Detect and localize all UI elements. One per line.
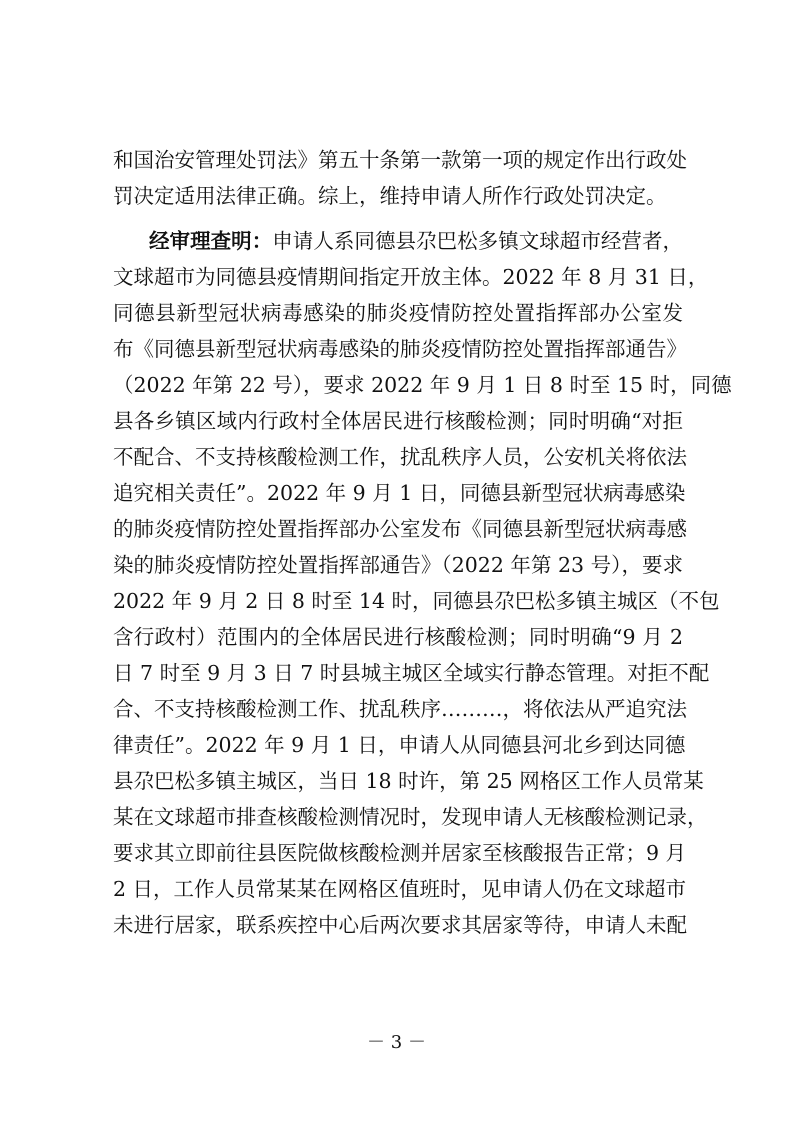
text-line: 布《同德县新型冠状病毒感染的肺炎疫情防控处置指挥部通告》 bbox=[113, 337, 687, 361]
text-line: 的肺炎疫情防控处置指挥部办公室发布《同德县新型冠状病毒感 bbox=[113, 517, 687, 541]
text-line: （2022 年第 22 号），要求 2022 年 9 月 1 日 8 时至 15 时，同德 bbox=[113, 373, 732, 397]
text-line: 不配合、不支持核酸检测工作，扰乱秩序人员，公安机关将依法 bbox=[113, 445, 687, 469]
text-line: 2 日，工作人员常某某在网格区值班时，见申请人仍在文球超市 bbox=[113, 877, 687, 901]
text-line: 未进行居家，联系疾控中心后两次要求其居家等待，申请人未配 bbox=[113, 913, 687, 937]
page-number: － 3 － bbox=[367, 1032, 426, 1053]
findings-lead: 经审理查明： bbox=[149, 229, 273, 253]
text-line: 县尕巴松多镇主城区，当日 18 时许，第 25 网格区工作人员常某 bbox=[113, 769, 704, 793]
text-line: 2022 年 9 月 2 日 8 时至 14 时，同德县尕巴松多镇主城区（不包 bbox=[113, 589, 720, 613]
findings-first-line-text: 申请人系同德县尕巴松多镇文球超市经营者， bbox=[272, 229, 684, 253]
text-line: 文球超市为同德县疫情期间指定开放主体。2022 年 8 月 31 日， bbox=[113, 265, 709, 289]
text-line: 含行政村）范围内的全体居民进行核酸检测；同时明确“9 月 2 bbox=[113, 625, 683, 649]
text-line: 要求其立即前往县医院做核酸检测并居家至核酸报告正常；9 月 bbox=[113, 841, 687, 865]
text-line: 同德县新型冠状病毒感染的肺炎疫情防控处置指挥部办公室发 bbox=[113, 301, 683, 325]
text-line: 罚决定适用法律正确。综上，维持申请人所作行政处罚决定。 bbox=[113, 184, 667, 208]
text-line: 某在文球超市排查核酸检测情况时，发现申请人无核酸检测记录， bbox=[113, 805, 708, 829]
text-line: 合、不支持核酸检测工作、扰乱秩序………，将依法从严追究法 bbox=[113, 697, 687, 721]
text-line: 染的肺炎疫情防控处置指挥部通告》（2022 年第 23 号），要求 bbox=[113, 553, 683, 577]
text-line: 县各乡镇区域内行政村全体居民进行核酸检测；同时明确“对拒 bbox=[113, 409, 683, 433]
text-line: 日 7 时至 9 月 3 日 7 时县城主城区全域实行静态管理。对拒不配 bbox=[113, 661, 710, 685]
text-line: 律责任”。2022 年 9 月 1 日，申请人从同德县河北乡到达同德 bbox=[113, 733, 686, 757]
text-line: 和国治安管理处罚法》第五十条第一款第一项的规定作出行政处 bbox=[113, 148, 687, 172]
findings-first-line bbox=[113, 226, 683, 256]
text-line: 追究相关责任”。2022 年 9 月 1 日，同德县新型冠状病毒感染 bbox=[113, 481, 686, 505]
